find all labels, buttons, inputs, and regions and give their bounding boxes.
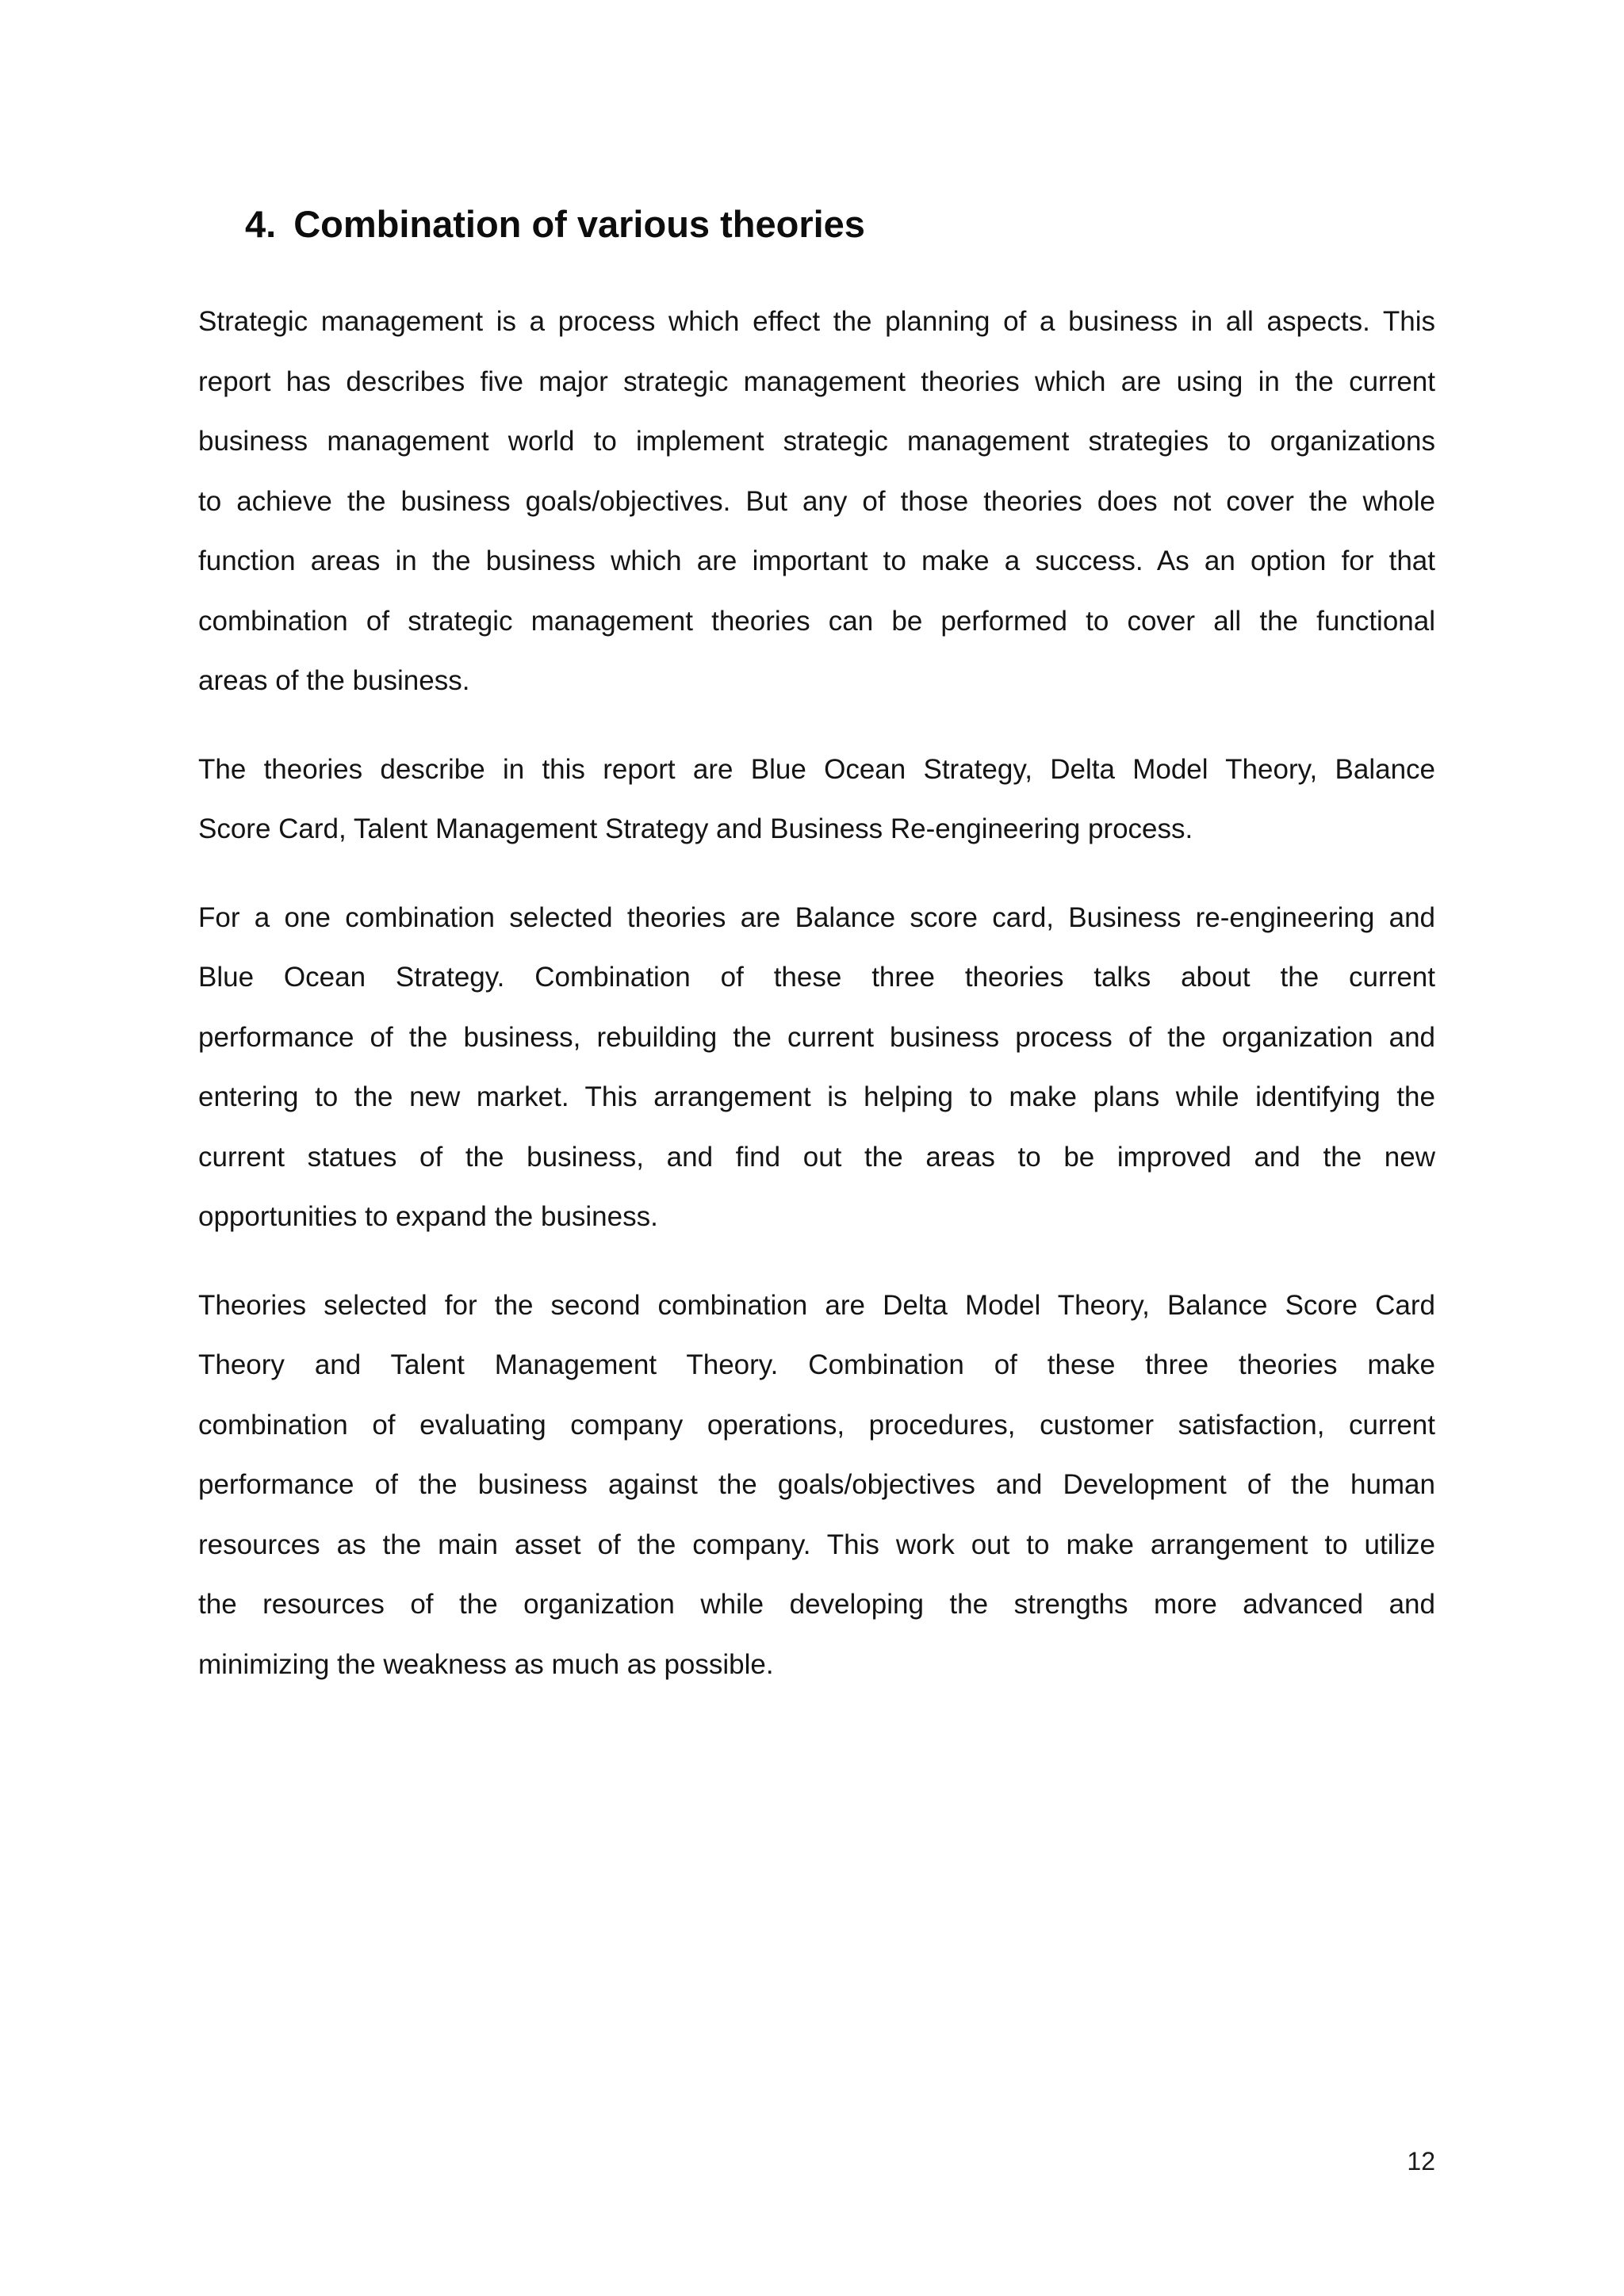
paragraph-2 — [198, 740, 1435, 859]
text-line: resources as the main asset of the company. This work out to make arrangement to utilize — [198, 1529, 1435, 1560]
text-line: Theories selected for the second combination are Delta Model Theory, Balance Score Card — [198, 1289, 1435, 1321]
paragraph-3 — [198, 888, 1435, 1247]
text-line: For a one combination selected theories are Balance score card, Business re-engineering and — [198, 901, 1435, 933]
text-line: performance of the business against the goals/objectives and Development of the human — [198, 1469, 1435, 1500]
text-line: combination of evaluating company operations, procedures, customer satisfaction, current — [198, 1409, 1435, 1441]
text-line: Score Card, Talent Management Strategy and Business Re-engineering process. — [198, 813, 1193, 844]
text-line: to achieve the business goals/objectives. But any of those theories does not cover the whole — [198, 485, 1435, 517]
text-line: business management world to implement strategic management strategies to organizations — [198, 426, 1435, 457]
text-line: current statues of the business, and find out the areas to be improved and the new — [198, 1141, 1435, 1173]
text-line: function areas in the business which are important to make a success. As an option for that — [198, 545, 1435, 576]
text-line: entering to the new market. This arrangement is helping to make plans while identifying the — [198, 1081, 1435, 1112]
paragraph-4 — [198, 1276, 1435, 1695]
section-heading — [245, 197, 865, 252]
text-line: Theory and Talent Management Theory. Combination of these three theories make — [198, 1349, 1435, 1380]
page-number: 12 — [1407, 2147, 1435, 2175]
section-number: 4. — [245, 203, 277, 245]
body-text — [198, 292, 1435, 1723]
text-line: the resources of the organization while developing the strengths more advanced and — [198, 1589, 1435, 1620]
text-line: opportunities to expand the business. — [198, 1201, 658, 1232]
text-line: report has describes five major strategic management theories which are using in the current — [198, 365, 1435, 397]
text-line: The theories describe in this report are Blue Ocean Strategy, Delta Model Theory, Balance — [198, 753, 1435, 785]
text-line: minimizing the weakness as much as possible. — [198, 1648, 774, 1680]
text-line: Strategic management is a process which effect the planning of a business in all aspects. This — [198, 306, 1435, 337]
paragraph-1 — [198, 292, 1435, 711]
section-title: Combination of various theories — [293, 203, 865, 245]
text-line: combination of strategic management theories can be performed to cover all the functional — [198, 605, 1435, 637]
text-line: areas of the business. — [198, 665, 470, 696]
text-line: Blue Ocean Strategy. Combination of these three theories talks about the current — [198, 962, 1435, 993]
text-line: performance of the business, rebuilding the current business process of the organization and — [198, 1021, 1435, 1053]
